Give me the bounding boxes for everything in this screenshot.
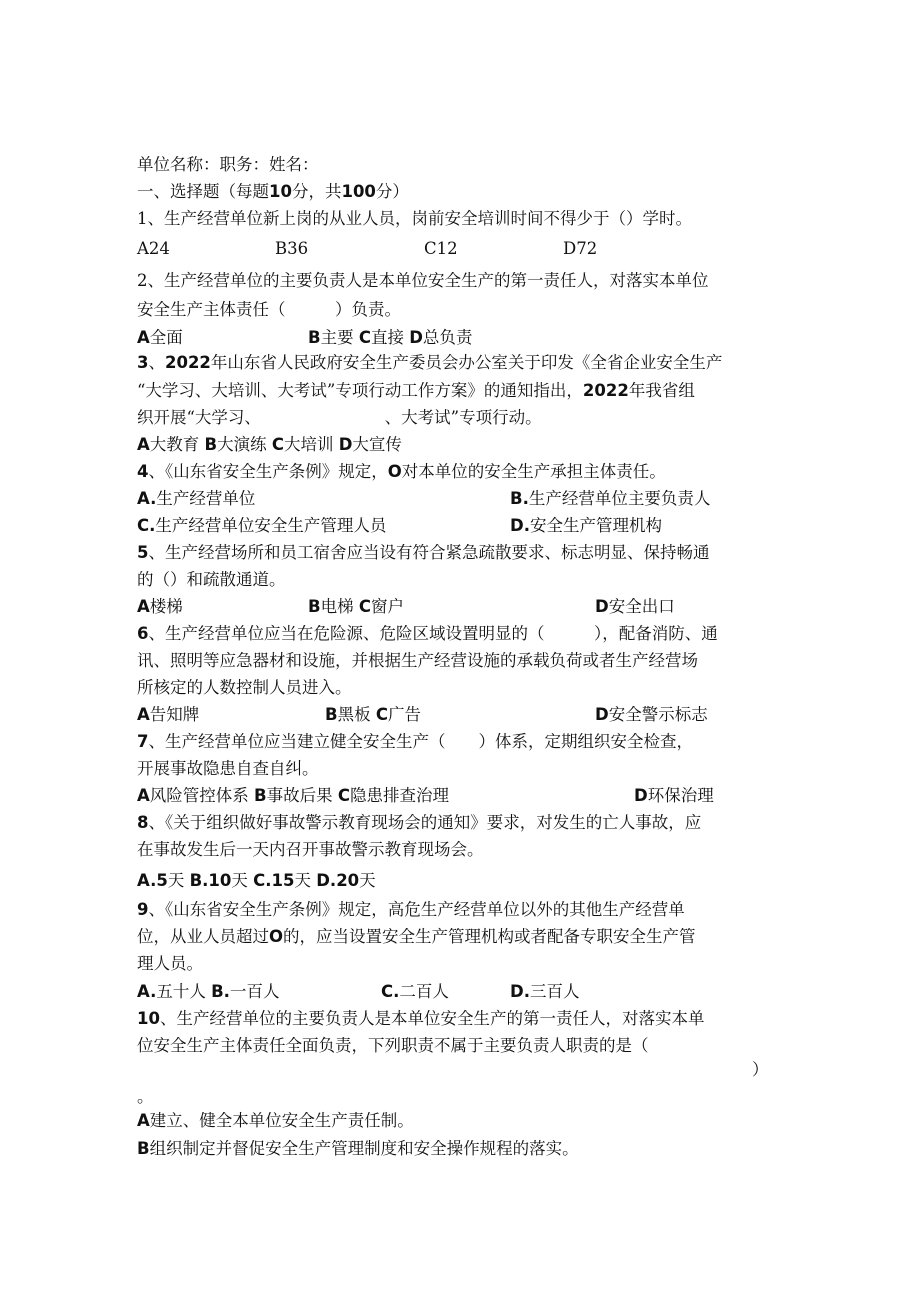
q2-option-b[interactable]: B主要 — [308, 328, 354, 347]
q5-option-a[interactable]: A楼梯 — [137, 597, 183, 616]
q6-option-a[interactable]: A告知牌 — [137, 705, 200, 724]
q9-option-c[interactable]: C.二百人 — [381, 982, 449, 1001]
q8-option-a[interactable]: A.5天 — [137, 871, 185, 890]
q10-period: 。 — [137, 1087, 154, 1106]
question-6-line-3: 所核定的人数控制人员进入。 — [137, 678, 352, 697]
question-9-line-3: 理人员。 — [137, 954, 203, 973]
q3-option-a[interactable]: A大教育 — [137, 435, 200, 454]
q5-options-bc — [308, 596, 404, 618]
q6-option-c[interactable]: C广告 — [375, 705, 421, 724]
q9-option-b[interactable]: B.一百人 — [211, 982, 280, 1001]
q4-option-d[interactable]: D.安全生产管理机构 — [510, 516, 662, 535]
question-6-line-2: 讯、照明等应急器材和设施，并根据生产经营设施的承载负荷或者生产经营场 — [137, 651, 698, 670]
q8-option-d[interactable]: D.20天 — [316, 871, 376, 890]
q5-option-b[interactable]: B电梯 — [308, 597, 354, 616]
question-2: 2、生产经营单位的主要负责人是本单位安全生产的第一责任人，对落实本单位 — [137, 271, 709, 290]
q2-option-d[interactable]: D总负责 — [409, 328, 473, 347]
question-10-line-2: 位安全生产主体责任全面负责，下列职责不属于主要负责人职责的是（ — [137, 1036, 649, 1055]
q3-options — [137, 434, 402, 456]
q10-closing-paren: ） — [752, 1060, 769, 1079]
q1-option-a[interactable]: A24 — [137, 239, 170, 258]
q7-options-abc — [137, 785, 449, 807]
q3-option-b[interactable]: B大演练 — [204, 435, 267, 454]
q5-option-c[interactable]: C窗户 — [358, 597, 404, 616]
q3-option-d[interactable]: D大宣传 — [338, 435, 402, 454]
q10-option-b[interactable]: B组织制定并督促安全生产管理制度和安全操作规程的落实。 — [137, 1139, 579, 1158]
q4-option-c[interactable]: C.生产经营单位安全生产管理人员 — [137, 516, 387, 535]
question-7: 7、生产经营单位应当建立健全安全生产（ ）体系，定期组织安全检查， — [137, 732, 693, 751]
q10-option-a[interactable]: A建立、健全本单位安全生产责任制。 — [137, 1111, 414, 1130]
q1-option-c[interactable]: C12 — [424, 239, 458, 258]
q6-option-b[interactable]: B黑板 — [325, 705, 371, 724]
q2-option-c[interactable]: C直接 — [358, 328, 404, 347]
q8-option-c[interactable]: C.15天 — [253, 871, 311, 890]
q9-option-a[interactable]: A.五十人 — [137, 982, 206, 1001]
q9-options-ab — [137, 981, 279, 1003]
question-1: 1、生产经营单位新上岗的从业人员，岗前安全培训时间不得少于（）学时。 — [137, 209, 692, 228]
question-6: 6、生产经营单位应当在危险源、危险区域设置明显的（ ），配备消防、通 — [137, 624, 718, 643]
question-4: 4、《山东省安全生产条例》规定，O对本单位的安全生产承担主体责任。 — [137, 462, 666, 481]
question-5: 5、生产经营场所和员工宿舍应当设有符合紧急疏散要求、标志明显、保持畅通 — [137, 543, 710, 562]
q8-option-b[interactable]: B.10天 — [189, 871, 248, 890]
q1-option-d[interactable]: D72 — [563, 239, 598, 258]
q8-options — [137, 870, 376, 892]
question-8-line-2: 在事故发生后一天内召开事故警示教育现场会。 — [137, 840, 484, 859]
header-info-line: 单位名称：职务：姓名： — [137, 155, 319, 174]
question-3: 3、2022年山东省人民政府安全生产委员会办公室关于印发《全省企业安全生产 — [137, 353, 723, 372]
section-title: 一、选择题（每题10分，共100分） — [137, 182, 409, 201]
question-3-line-2: “大学习、大培训、大考试”专项行动工作方案》的通知指出，2022年我省组 — [137, 381, 695, 400]
question-2-line-2: 安全生产主体责任（ ）负责。 — [137, 300, 401, 319]
question-3-line-3: 织开展“大学习、 、大考试”专项行动。 — [137, 408, 542, 427]
q9-option-d[interactable]: D.三百人 — [510, 982, 580, 1001]
question-8: 8、《关于组织做好事故警示教育现场会的通知》要求，对发生的亡人事故，应 — [137, 813, 702, 832]
q1-option-b[interactable]: B36 — [275, 239, 309, 258]
question-7-line-2: 开展事故隐患自查自纠。 — [137, 759, 319, 778]
q7-option-c[interactable]: C隐患排查治理 — [337, 786, 449, 805]
question-10: 10、生产经营单位的主要负责人是本单位安全生产的第一责任人，对落实本单 — [137, 1009, 705, 1028]
q6-options-bc — [325, 704, 421, 726]
q4-option-a[interactable]: A.生产经营单位 — [137, 489, 256, 508]
q7-option-a[interactable]: A风险管控体系 — [137, 786, 249, 805]
question-5-line-2: 的（）和疏散通道。 — [137, 570, 286, 589]
q5-option-d[interactable]: D安全出口 — [595, 597, 675, 616]
q6-option-d[interactable]: D安全警示标志 — [595, 705, 708, 724]
q4-option-b[interactable]: B.生产经营单位主要负责人 — [510, 489, 711, 508]
q7-option-b[interactable]: B事故后果 — [254, 786, 333, 805]
question-9-line-2: 位，从业人员超过O的，应当设置安全生产管理机构或者配备专职安全生产管 — [137, 927, 696, 946]
question-9: 9、《山东省安全生产条例》规定，高危生产经营单位以外的其他生产经营单 — [137, 900, 685, 919]
q7-option-d[interactable]: D环保治理 — [634, 786, 714, 805]
q3-option-c[interactable]: C大培训 — [271, 435, 334, 454]
q2-options-bcd — [308, 327, 472, 349]
q2-option-a[interactable]: A全面 — [137, 328, 183, 347]
